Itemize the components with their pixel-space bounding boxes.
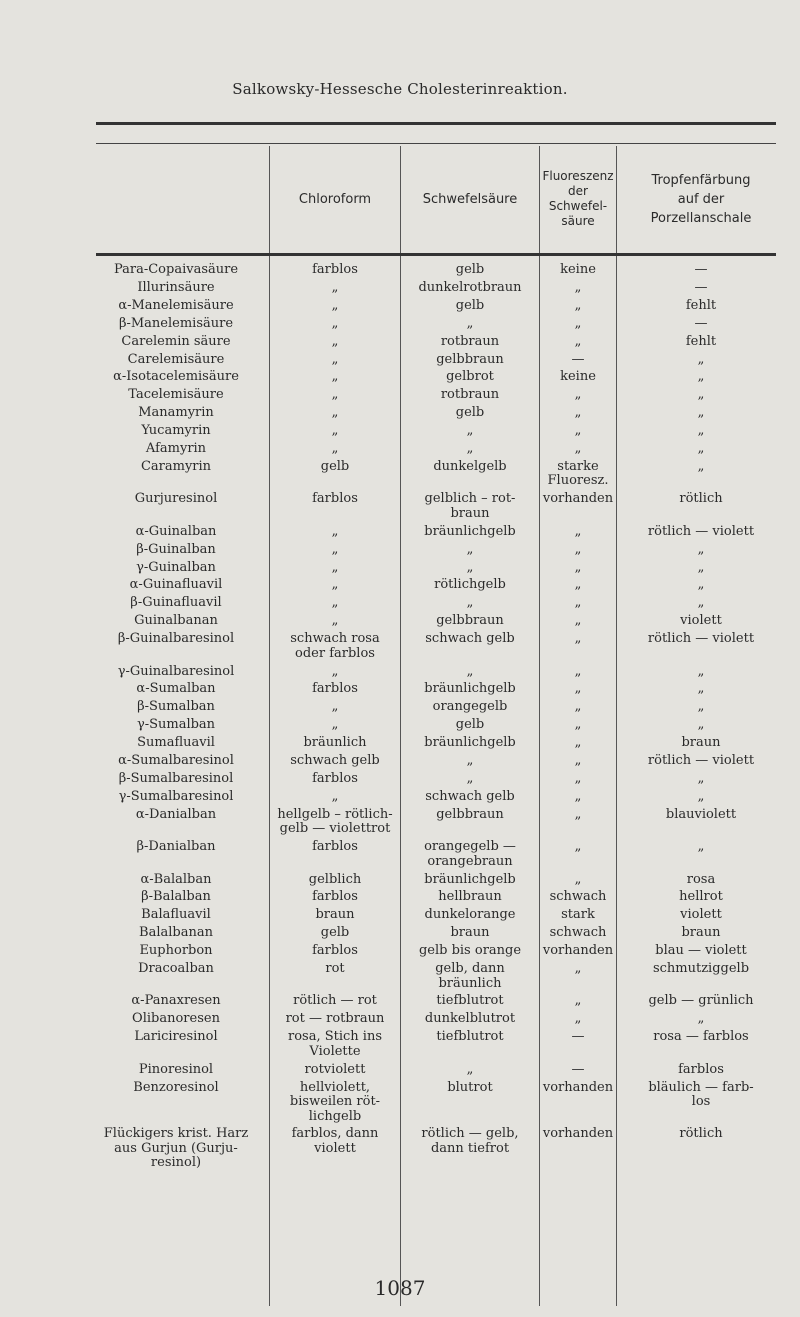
table-cell: hellbraun [438,889,502,905]
table-cell: dunkelrotbraun [418,279,522,295]
table-cell: vorhanden [542,943,614,959]
table-cell: „ [697,663,705,679]
table-cell: starke Fluoresz. [547,458,609,489]
table-cell: „ [574,279,582,295]
table-cell: α-Guinafluavil [129,577,223,593]
table-cell: gelb [455,405,485,421]
table-cell: α-Manelemisäure [118,297,234,313]
table-cell: stark [561,907,595,923]
table-cell: „ [697,559,705,575]
table-cell: β-Sumalban [137,699,215,715]
table-cell: Tacelemisäure [128,387,224,403]
table-cell: rosa [686,871,716,887]
table-cell: „ [331,369,339,385]
table-cell: „ [574,681,582,697]
table-cell: „ [697,788,705,804]
table-cell: „ [331,279,339,295]
table-cell: farblos [312,889,358,905]
table-cell: „ [466,595,474,611]
table-cell: Pinoresinol [138,1061,214,1077]
table-cell: gelb — grünlich [648,993,754,1009]
table-cell: gelb [455,717,485,733]
table-cell: β-Guinalbaresinol [117,631,235,647]
page-number: 1087 [374,1276,426,1300]
table-cell: hellrot [679,889,723,905]
table-cell: „ [574,523,582,539]
table-cell: farblos, dann violett [291,1126,379,1156]
table-cell: „ [466,1061,474,1077]
running-head: Salkowsky-Hessesche Cholesterinreaktion. [232,80,568,98]
table-cell: „ [697,577,705,593]
table-cell: β-Manelemisäure [118,315,234,331]
table-cell: „ [331,423,339,439]
table-cell: violett [680,907,722,923]
table-cell: rot — rotbraun [285,1011,385,1027]
table-cell: „ [331,559,339,575]
table-cell: bräunlichgelb [424,871,516,887]
table-cell: „ [574,595,582,611]
table-cell: α-Guinalban [135,523,217,539]
table-cell: „ [697,351,705,367]
table-cell: „ [574,770,582,786]
header-rule [96,253,776,256]
table-cell: farblos [312,943,358,959]
table-cell: Illurinsäure [137,279,215,295]
table-cell: schwach [549,925,607,941]
table-cell: rötlich [679,491,723,507]
table-cell: „ [697,681,705,697]
table-cell: γ-Sumalbaresinol [118,788,234,804]
table-cell: γ-Sumalban [136,717,216,733]
table-cell: „ [466,541,474,557]
table-cell: „ [574,441,582,456]
table-cell: fehlt [685,297,717,313]
table-cell: — [571,351,585,367]
table-cell: Flückigers krist. Harz aus Gurjun (Gurju- resinol) [103,1126,249,1171]
table-cell: — [694,315,708,331]
table-cell: „ [574,993,582,1009]
table-cell: gelbrot [446,369,494,385]
table-cell: Balalbanan [139,925,213,941]
table-cell: „ [574,699,582,715]
table-cell: α-Sumalbaresinol [118,753,234,768]
table-cell: fehlt [685,333,717,349]
table-cell: rötlich — violett [647,523,755,539]
table-cell: violett [680,613,722,629]
table-cell: gelblich [308,871,362,887]
table-cell: orangegelb — orangebraun [424,839,516,869]
table-cell: Para-Copaivasäure [113,262,239,277]
table-cell: braun [681,925,721,941]
table-cell: farblos [678,1061,724,1077]
column-header-tropfenfaerbung: Tropfenfärbung auf der Porzellanschale [650,172,752,226]
table-cell: β-Danialban [136,839,216,855]
table-cell: vorhanden [542,1079,614,1095]
table-cell: rötlich — violett [647,753,755,768]
table-cell: „ [331,351,339,367]
table-cell: „ [331,788,339,804]
table-cell: α-Isotacelemisäure [113,369,239,385]
table-cell: schmutziggelb [652,961,750,976]
table-cell: „ [697,717,705,733]
table-cell: „ [466,559,474,575]
table-cell: Afamyrin [145,441,207,456]
table-cell: bräunlichgelb [424,523,516,539]
table-cell: gelb [455,262,485,277]
table-cell: blutrot [447,1079,493,1095]
table-cell: rotbraun [440,387,500,403]
table-cell: gelblich – rot- braun [424,491,516,521]
table-cell: „ [331,595,339,611]
table-cell: schwach [549,889,607,905]
table-cell: bräunlichgelb [424,735,516,751]
table-cell: „ [331,717,339,733]
table-cell: braun [450,925,490,941]
table-cell: rosa, Stich ins Violette [287,1029,382,1059]
table-cell: Euphorbon [139,943,213,959]
table-cell: gelb, dann bräunlich [435,961,505,991]
top-rule [96,122,776,125]
table-cell: schwach gelb [425,788,515,804]
table-cell: gelbbraun [436,613,504,629]
table-cell: „ [574,631,582,647]
table-cell: „ [574,961,582,976]
table-cell: orangegelb [432,699,508,715]
table-cell: farblos [312,681,358,697]
table-cell: gelbbraun [436,806,504,822]
table-cell: „ [331,315,339,331]
table-cell: „ [574,717,582,733]
table-cell: α-Sumalban [136,681,216,697]
table-top-rule [96,143,776,144]
table-cell: „ [466,753,474,768]
table-cell: „ [574,1011,582,1027]
table-cell: gelb [320,925,350,941]
table-cell: keine [560,262,596,277]
table-cell: „ [697,839,705,855]
table-cell: dunkelorange [424,907,516,923]
table-cell: „ [697,369,705,385]
table-cell: rotbraun [440,333,500,349]
table-cell: α-Danialban [135,806,217,822]
table-cell: „ [574,423,582,439]
table-cell: β-Guinalban [136,541,216,557]
table-cell: „ [697,770,705,786]
table-cell: „ [574,297,582,313]
table-cell: farblos [312,262,358,277]
table-cell: farblos [312,491,358,507]
table-cell: „ [466,663,474,679]
table-cell: „ [466,441,474,456]
table-cell: Benzoresinol [133,1079,219,1095]
table-cell: „ [574,333,582,349]
table-cell: Caramyrin [140,458,212,474]
table-cell: Lariciresinol [134,1029,218,1045]
table-cell: γ-Guinalban [136,559,216,575]
table-cell: Carelemisäure [127,351,225,367]
table-cell: „ [574,871,582,887]
table-cell: braun [315,907,355,923]
table-cell: Carelemin säure [121,333,231,349]
table-cell: dunkelblutrot [424,1011,516,1027]
table-cell: Manamyrin [138,405,214,421]
table-cell: „ [574,613,582,629]
table-cell: „ [697,699,705,715]
table-cell: rötlich [679,1126,723,1142]
table-cell: Olibanoresen [132,1011,220,1027]
table-cell: „ [331,441,339,456]
table-cell: Sumafluavil [137,735,215,751]
table-cell: gelb [455,297,485,313]
table-cell: „ [331,577,339,593]
table-cell: hellviolett, bisweilen röt- lichgelb [289,1079,381,1124]
table-cell: Gurjuresinol [134,491,218,507]
table-cell: „ [574,577,582,593]
table-cell: schwach gelb [290,753,380,768]
table-cell: „ [466,770,474,786]
table-cell: β-Balalban [141,889,211,905]
table-cell: „ [331,333,339,349]
table-cell: Guinalbanan [134,613,218,629]
table-cell: „ [466,423,474,439]
table-cell: „ [697,441,705,456]
table-cell: rot [325,961,345,976]
table-cell: — [694,279,708,295]
table-cell: blau — violett [655,943,747,959]
table-cell: bräunlichgelb [424,681,516,697]
table-cell: gelbbraun [436,351,504,367]
table-cell: „ [331,297,339,313]
table-cell: keine [560,369,596,385]
table-cell: schwach rosa oder farblos [290,631,380,661]
table-cell: farblos [312,770,358,786]
table-cell: „ [574,387,582,403]
table-cell: bläulich — farb- los [648,1079,754,1109]
table-cell: farblos [312,839,358,855]
table-cell: „ [331,663,339,679]
table-cell: Balafluavil [141,907,211,923]
table-cell: „ [574,735,582,751]
table-cell: tiefblutrot [436,1029,504,1045]
table-cell: „ [331,405,339,421]
table-cell: γ-Guinalbaresinol [117,663,235,679]
table-cell: „ [697,405,705,421]
table-cell: „ [697,1011,705,1027]
table-cell: Dracoalban [138,961,214,976]
table-cell: „ [574,663,582,679]
table-cell: rötlich — rot [293,993,377,1009]
table-cell: rosa — farblos [653,1029,749,1045]
table-cell: „ [466,315,474,331]
table-cell: gelb [320,458,350,474]
table-cell: „ [697,458,705,474]
table-cell: „ [697,541,705,557]
table-cell: β-Sumalbaresinol [118,770,234,786]
table-cell: „ [574,788,582,804]
column-header-fluoreszenz: Fluoreszenz der Schwefel- säure [542,169,614,228]
table-cell: „ [331,523,339,539]
table-cell: dunkelgelb [433,458,507,474]
table-cell: „ [574,806,582,822]
table-cell: „ [697,423,705,439]
table-cell: „ [331,541,339,557]
column-header-schwefelsaeure: Schwefelsäure [422,191,518,207]
table-cell: bräunlich [303,735,367,751]
table-cell: „ [697,595,705,611]
table-cell: blauviolett [665,806,737,822]
table-cell: „ [574,753,582,768]
table-cell: — [694,262,708,277]
table-cell: hellgelb – rötlich- gelb — violettrot [277,806,393,837]
table-cell: „ [331,699,339,715]
table-cell: — [571,1061,585,1077]
table-cell: β-Guinafluavil [130,595,222,611]
column-header-chloroform: Chloroform [298,191,372,207]
table-cell: schwach gelb [425,631,515,647]
table-cell: rötlichgelb [434,577,506,593]
table-cell: α-Balalban [140,871,212,887]
table-cell: rötlich — violett [647,631,755,647]
table-cell: Yucamyrin [141,423,211,439]
table-cell: tiefblutrot [436,993,504,1009]
table-cell: rotviolett [304,1061,366,1077]
table-cell: „ [697,387,705,403]
table-cell: gelb bis orange [418,943,522,959]
table-cell: „ [574,405,582,421]
table-cell: „ [574,839,582,855]
table-cell: vorhanden [542,1126,614,1142]
table-cell: „ [574,559,582,575]
table-cell: „ [331,387,339,403]
table-cell: „ [574,541,582,557]
table-cell: vorhanden [542,491,614,507]
table-cell: braun [681,735,721,751]
table-cell: „ [331,613,339,629]
table-cell: rötlich — gelb, dann tiefrot [421,1126,519,1156]
table-cell: — [571,1029,585,1045]
table-cell: „ [574,315,582,331]
table-cell: α-Panaxresen [131,993,221,1009]
